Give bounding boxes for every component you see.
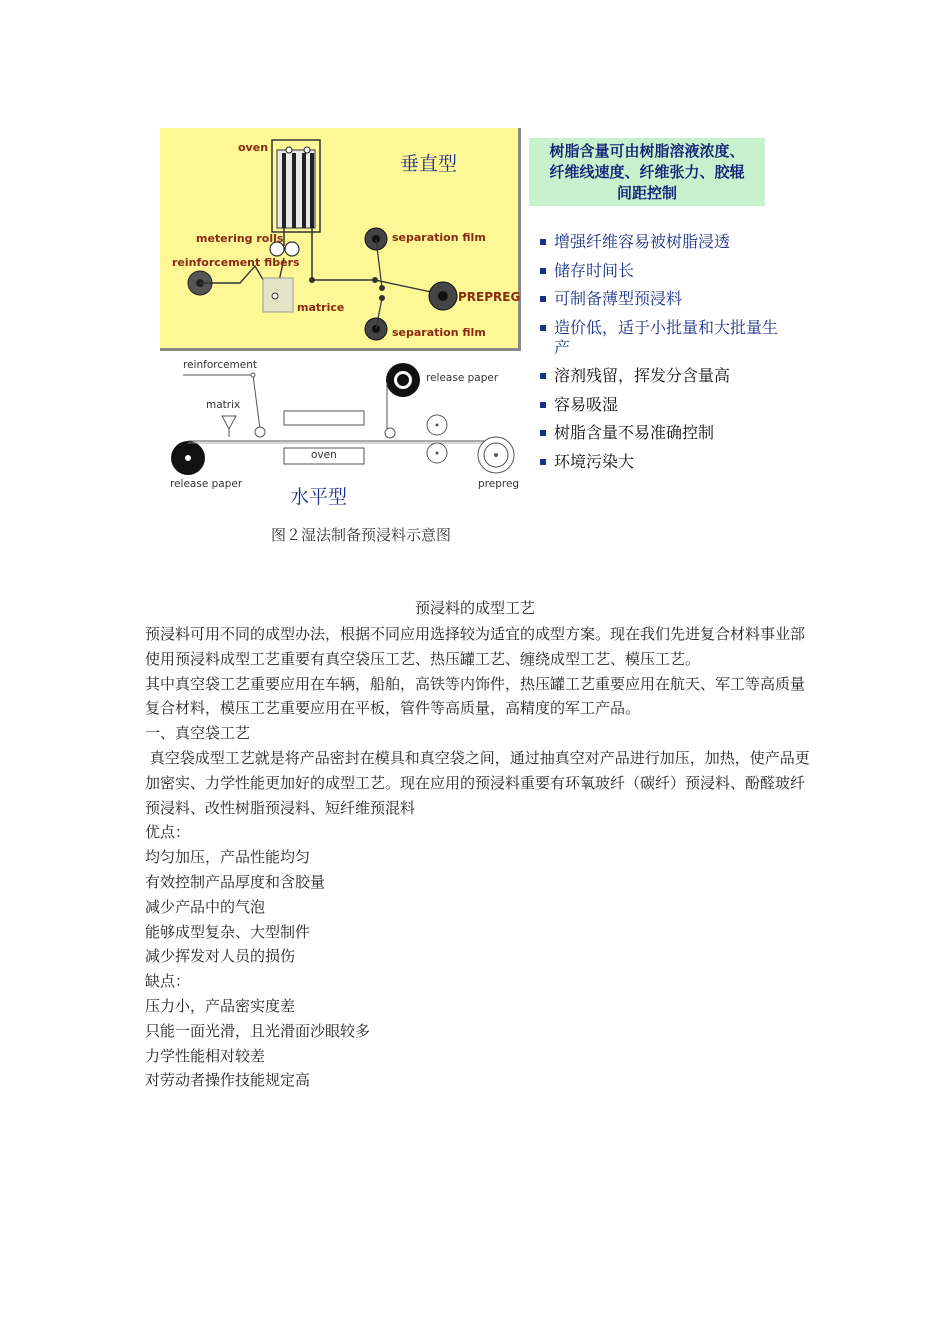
drawback-bullet xyxy=(540,423,780,443)
feature-bullet-text: 增强纤维容易被树脂浸透 xyxy=(554,232,731,251)
section-title: 预浸料的成型工艺 xyxy=(414,599,535,617)
feature-bullet xyxy=(540,289,780,309)
feature-bullet-text: 造价低，适于小批量和大批量生产 xyxy=(554,317,779,357)
reinforcement-label: reinforcement xyxy=(183,359,258,371)
advantages-heading: 优点： xyxy=(145,823,191,842)
release-paper-bottom-label: release paper xyxy=(170,478,243,490)
guide-roller xyxy=(309,277,315,283)
paragraph: 其中真空袋工艺重要应用在车辆，船舶，高铁等内饰件，热压罐工艺重要应用在航天、军工等高质量复合材料，模压工艺重要应用在平板，管件等高质量，高精度的军工产品。 xyxy=(145,674,806,718)
disadvantage-item: 只能一面光滑，且光滑面沙眼较多 xyxy=(145,1021,371,1040)
figure-caption: 图２湿法制备预浸料示意图 xyxy=(271,526,452,544)
matrix-funnel xyxy=(222,416,236,429)
oven-top-plate xyxy=(284,411,364,425)
bullet-square-icon xyxy=(540,239,546,245)
separation-film-top-label: separation film xyxy=(392,231,486,244)
horizontal-type-title: 水平型 xyxy=(290,486,348,508)
drawback-bullet-text: 环境污染大 xyxy=(554,451,635,471)
bullet-square-icon xyxy=(540,430,546,436)
bullet-square-icon xyxy=(540,268,546,274)
release-paper-roll-top-core xyxy=(397,374,409,386)
advantage-item: 能够成型复杂、大型制件 xyxy=(145,922,311,941)
disadvantages-heading: 缺点： xyxy=(145,972,191,991)
matrix-label: matrix xyxy=(206,399,241,411)
prepreg-roll-core xyxy=(438,291,448,301)
bullet-square-icon xyxy=(540,402,546,408)
feature-bullet xyxy=(540,232,780,252)
drawback-bullet-text: 容易吸湿 xyxy=(554,394,619,414)
bullet-square-icon xyxy=(540,296,546,302)
oven-label: oven xyxy=(238,141,269,154)
advantage-item: 减少挥发对人员的损伤 xyxy=(145,947,296,966)
oven-label-horizontal: oven xyxy=(311,449,337,461)
disadvantage-item: 力学性能相对较差 xyxy=(145,1046,266,1065)
guide-roller xyxy=(385,428,395,438)
oven-roller xyxy=(286,147,292,153)
drawback-bullet xyxy=(540,395,780,415)
disadvantage-item: 压力小，产品密实度差 xyxy=(145,996,296,1015)
feature-bullet-text: 可制备薄型预浸料 xyxy=(554,289,683,308)
guide-roller xyxy=(372,277,378,283)
drawback-bullet-text: 溶剂残留，挥发分含量高 xyxy=(554,366,731,385)
guide-roller xyxy=(255,427,265,437)
horizontal-process-panel xyxy=(158,357,538,515)
drawback-bullet xyxy=(540,452,780,472)
feature-bullet-text: 储存时间长 xyxy=(554,260,635,280)
paragraph: 预浸料可用不同的成型办法，根据不同应用选择较为适宜的成型方案。现在我们先进复合材料事业部使用预浸料成型工艺重要有真空袋压工艺、热压罐工艺、缠绕成型工艺、模压工艺。 xyxy=(145,625,806,668)
metering-roll-right xyxy=(285,242,299,256)
advantage-item: 均匀加压，产品性能均匀 xyxy=(145,848,311,867)
bullet-square-icon xyxy=(540,373,546,379)
drawback-bullet xyxy=(540,366,780,386)
drawback-bullet-text: 树脂含量不易准确控制 xyxy=(554,423,715,442)
wet-process-figure xyxy=(158,125,779,515)
reinforcement-fibers-label: reinforcement fibers xyxy=(172,256,300,269)
nip-roller xyxy=(379,285,385,291)
release-paper-roll-bottom-core xyxy=(185,455,191,461)
feature-bullet xyxy=(540,318,780,358)
matrice-label: matrice xyxy=(297,301,345,314)
nip-roller xyxy=(379,295,385,301)
resin-content-info-box xyxy=(529,138,765,206)
release-paper-top-label: release paper xyxy=(426,372,499,384)
prepreg-label-horizontal: prepreg xyxy=(478,478,520,490)
vertical-process-panel xyxy=(160,128,521,351)
bath-roller xyxy=(272,293,278,299)
feature-bullet-list xyxy=(540,232,780,480)
disadvantage-item: 对劳动者操作技能规定高 xyxy=(145,1071,311,1090)
bullet-square-icon xyxy=(540,459,546,465)
subsection-heading: 一、真空袋工艺 xyxy=(145,724,251,743)
feature-bullet xyxy=(540,261,780,281)
advantage-item: 有效控制产品厚度和含胶量 xyxy=(145,872,326,891)
prepreg-label: PREPREG xyxy=(458,290,521,304)
resin-content-info-text: 树脂含量可由树脂溶液浓度、纤维线速度、纤维张力、胶辊间距控制 xyxy=(549,141,745,202)
vertical-type-title: 垂直型 xyxy=(400,153,458,175)
guide-roller xyxy=(251,373,255,377)
metering-rolls-label: metering rolls xyxy=(196,232,284,245)
separation-film-bottom-label: separation film xyxy=(392,326,486,339)
bullet-square-icon xyxy=(540,325,546,331)
document-body xyxy=(145,622,810,1093)
paragraph: 真空袋成型工艺就是将产品密封在模具和真空袋之间，通过抽真空对产品进行加压，加热，使产品更加密实、力学性能更加好的成型工艺。现在应用的预浸料重要有环氧玻纤（碳纤）预浸料、酚醛玻纤预浸料、改性树脂预浸料、短纤维预混料 xyxy=(145,748,810,817)
oven-roller xyxy=(304,147,310,153)
advantage-item: 减少产品中的气泡 xyxy=(145,897,266,916)
